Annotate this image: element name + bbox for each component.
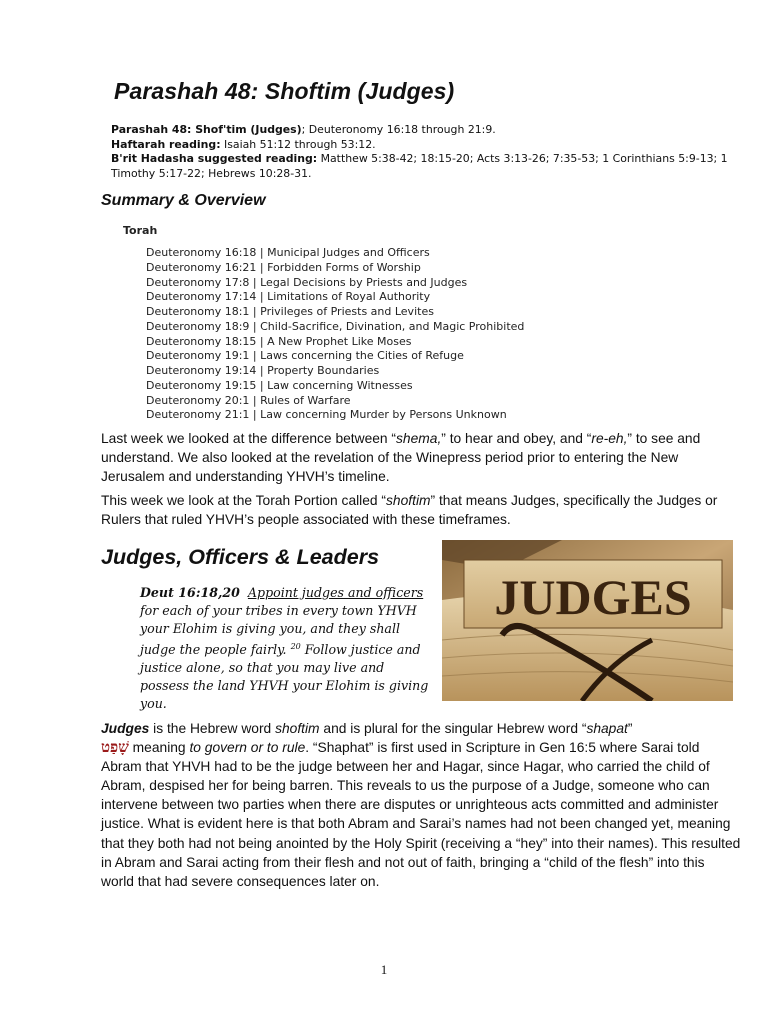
image-word: JUDGES xyxy=(494,569,692,625)
verse-text: Follow justice and justice alone, so that you may live and possess the land YHVH your Elohim is giving you. xyxy=(140,642,429,712)
torah-item: Deuteronomy 19:14 | Property Boundaries xyxy=(146,364,380,377)
verse-reference: Deut 16:18,20 xyxy=(140,585,240,600)
text-run: and is plural for the singular Hebrew word “ xyxy=(319,721,587,736)
brit-text: Matthew 5:38-42; 18:15-20; Acts 3:13-26; 7:35-53; 1 Corinthians 5:9-13; 1 Timothy 5:17-22; Hebrews 10:28-31. xyxy=(111,152,728,180)
scripture-quote xyxy=(140,584,430,713)
term-judges: Judges xyxy=(101,721,150,736)
this-week-paragraph xyxy=(101,491,741,529)
torah-item: Deuteronomy 16:18 | Municipal Judges and Officers xyxy=(146,246,430,259)
parashah-label: Parashah 48: Shof'tim (Judges) xyxy=(111,123,302,136)
torah-item: Deuteronomy 18:9 | Child-Sacrifice, Divination, and Magic Prohibited xyxy=(146,319,525,333)
term-shoftim: shoftim xyxy=(275,721,320,736)
reading-references xyxy=(111,123,741,181)
text-run: ” to see and understand. We also looked at the revelation of the Winepress period prior to entering the New Jerusalem and understanding YHVH’s timeline. xyxy=(101,431,701,485)
torah-item: Deuteronomy 18:1 | Privileges of Priests and Levites xyxy=(146,305,434,318)
torah-item: Deuteronomy 16:21 | Forbidden Forms of Worship xyxy=(146,260,421,274)
brit-label: B'rit Hadasha suggested reading: xyxy=(111,152,318,166)
haftarah-line xyxy=(111,138,741,153)
page-number: 1 xyxy=(380,962,388,977)
summary-heading: Summary & Overview xyxy=(101,192,266,209)
judges-paragraph xyxy=(101,719,741,891)
text-run: ” to hear and obey, and “ xyxy=(441,431,592,446)
term-shema: shema, xyxy=(396,431,442,446)
text-run: ” that means Judges, specifically the Judges or Rulers that ruled YHVH’s people associated with these timeframes. xyxy=(101,493,718,528)
haftarah-text: Isaiah 51:12 through 53:12. xyxy=(220,137,376,151)
judges-book-image xyxy=(442,540,733,701)
torah-item: Deuteronomy 19:1 | Laws concerning the Cities of Refuge xyxy=(146,349,464,363)
term-reeh: re-eh, xyxy=(591,431,628,446)
torah-list xyxy=(146,246,524,423)
verse-underlined: Appoint judges and officers xyxy=(247,585,424,600)
text-run: meaning xyxy=(128,740,190,756)
term-shoftim: shoftim xyxy=(386,493,431,508)
torah-label: Torah xyxy=(123,224,158,237)
text-run: is the Hebrew word xyxy=(149,721,276,736)
term-shapat: shapat xyxy=(586,721,628,736)
term-govern: to govern or to rule xyxy=(189,740,306,756)
verse-text: for each of your tribes in every town YHVH your Elohim is giving you, and they shall judge the people fairly. xyxy=(140,603,417,658)
parashah-text: ; Deuteronomy 16:18 through 21:9. xyxy=(301,123,496,136)
torah-item: Deuteronomy 19:15 | Law concerning Witnesses xyxy=(146,378,413,392)
text-run: Last week we looked at the difference between “ xyxy=(101,431,397,446)
hebrew-word: שָׁפַט xyxy=(101,738,129,757)
torah-item: Deuteronomy 21:1 | Law concerning Murder by Persons Unknown xyxy=(146,408,507,422)
torah-item: Deuteronomy 20:1 | Rules of Warfare xyxy=(146,393,351,407)
last-week-paragraph xyxy=(101,429,741,487)
text-run: ” xyxy=(627,721,633,736)
page-title: Parashah 48: Shoftim (Judges) xyxy=(114,78,455,104)
torah-item: Deuteronomy 17:8 | Legal Decisions by Priests and Judges xyxy=(146,275,468,289)
verse-number: 20 xyxy=(290,642,301,651)
judges-heading: Judges, Officers & Leaders xyxy=(101,545,380,569)
torah-item: Deuteronomy 17:14 | Limitations of Royal Authority xyxy=(146,290,431,304)
text-run: This week we look at the Torah Portion called “ xyxy=(101,493,387,508)
parashah-line xyxy=(111,123,741,138)
torah-item: Deuteronomy 18:15 | A New Prophet Like Moses xyxy=(146,334,412,348)
haftarah-label: Haftarah reading: xyxy=(111,137,221,151)
text-run: . “Shaphat” is first used in Scripture in Gen 16:5 where Sarai told Abram that YHVH had to be the judge between her and Hagar, since Hagar, who carried the child of Abram, despised her for being barren. This reveals to us the purpose of a Judge, someone who can intervene between two parties when there are disputes or unrighteous acts committed and administer justice. What is evident here is that both Abram and Sarai’s names had not been changed yet, meaning that they both had not being anointed by the Holy Spirit (receiving a “hey” into their names). This resulted in Abram and Sarai acting from their flesh and not out of faith, bringing a “child of the flesh” into this world that had severe consequences later on. xyxy=(101,740,741,889)
brit-line xyxy=(111,152,741,181)
